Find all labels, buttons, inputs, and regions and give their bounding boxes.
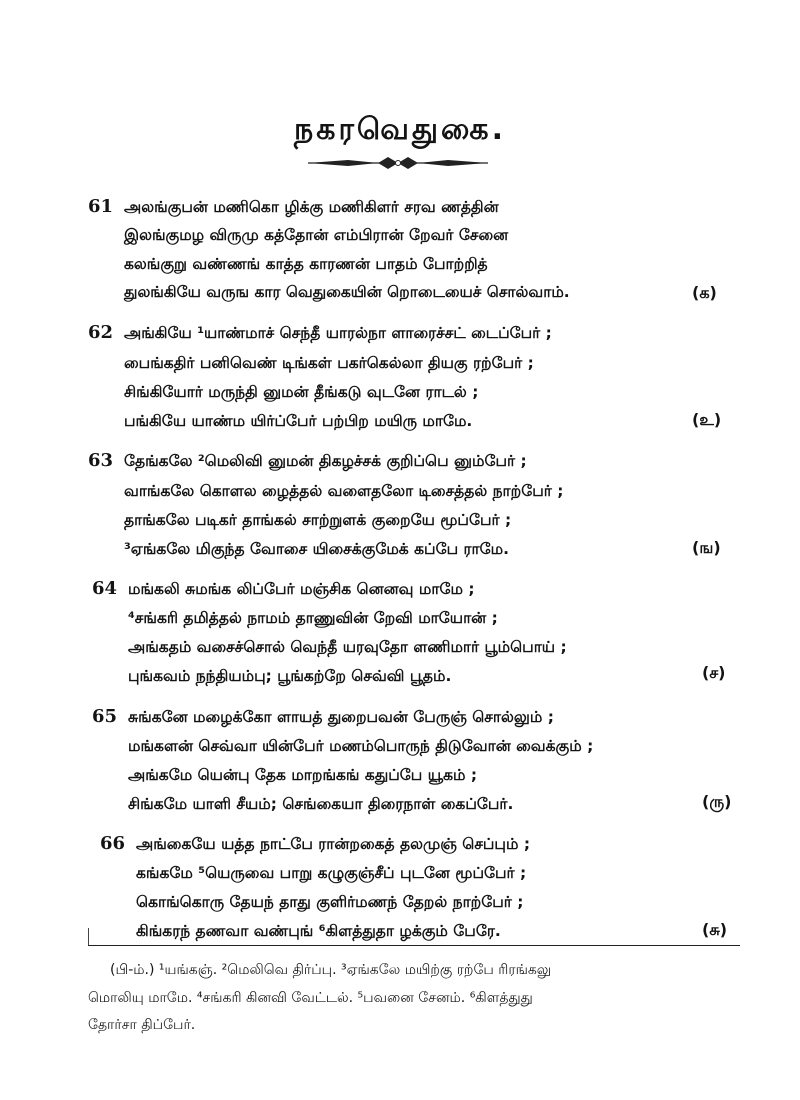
- verse-line: புங்கவம் நந்தியம்பு; பூங்கற்றே செவ்வி பூதம்.: [128, 667, 452, 685]
- footnote-divider: [88, 945, 740, 946]
- verse-marker: (உ): [692, 410, 722, 429]
- verse-line: வாங்கலே கொளல ழைத்தல் வளைதலோ டிசைத்தல் நாற்பேர் ;: [124, 482, 564, 500]
- verse-line: கலங்குறு வண்ணங் காத்த காரணன் பாதம் போற்றித்: [124, 255, 488, 273]
- verse-line: சிங்கமே யாளி சீயம்; செங்கையா திரைநாள் கைப்பேர்.: [128, 795, 514, 813]
- verse-line: ³ஏங்கலே மிகுந்த வோசை யிசைக்குமேக் கப்பே ராமே.: [124, 540, 509, 558]
- verse-line: சிங்கியோர் மருந்தி னுமன் தீங்கடு வுடனே ராடல் ;: [124, 383, 479, 401]
- verse-line: அங்கையே யத்த நாட்பே ரான்றகைத் தலமுஞ் செப்பும் ;: [136, 835, 531, 853]
- verse-line: தாங்கலே படிகர் தாங்கல் சாற்றுளக் குறையே மூப்பேர் ;: [124, 511, 512, 529]
- footnote-tick: [88, 928, 89, 946]
- verse-line: பங்கியே யாண்ம யிர்ப்பேர் பற்பிற மயிரு மாமே.: [124, 412, 473, 430]
- verse-line: அங்கியே ¹யாண்மாச் செந்தீ யாரல்நா ளாரைச்சட் டைப்பேர் ;: [124, 324, 552, 342]
- footnote-line: மொலியு மாமே. ⁴சங்கரி கினவி வேட்டல். ⁵பவனை சேனம். ⁶கிளத்துது: [88, 990, 533, 1006]
- verse-line: அங்கமே யென்பு தேக மாறங்கங் கதுப்பே யூகம் ;: [128, 766, 478, 784]
- verse-line: அங்கதம் வசைச்சொல் வெந்தீ யரவுதோ ளணிமார் பூம்பொய் ;: [128, 638, 567, 656]
- page-title: நகரவெதுகை.: [294, 112, 506, 147]
- footnote-line: (பி-ம்.) ¹யங்கஞ். ²மெலிவெ திர்ப்பு. ³ஏங்கலே மயிற்கு ரற்பே ரிரங்கலு: [110, 962, 552, 978]
- verse-line: சுங்கனே மழைக்கோ ளாயத் துறைபவன் பேருஞ் சொல்லும் ;: [128, 708, 554, 726]
- verse-marker: (ரு): [702, 792, 732, 811]
- verse-number: 64: [92, 578, 118, 599]
- verse-line: பைங்கதிர் பனிவெண் டிங்கள் பகர்கெல்லா தியகு ரற்பேர் ;: [124, 354, 534, 372]
- footnote-line: தோர்சா திப்பேர்.: [88, 1017, 196, 1033]
- verse-number: 63: [88, 450, 114, 471]
- verse-line: கங்கமே ⁵யெருவை பாறு கழுகுஞ்சீப் புடனே மூப்பேர் ;: [136, 864, 527, 882]
- verse-line: ⁴சங்கரி தமித்தல் நாமம் தாணுவின் றேவி மாயோன் ;: [128, 609, 498, 627]
- verse-number: 62: [88, 322, 114, 343]
- verse-line: மங்களன் செவ்வா யின்பேர் மணம்பொருந் திடுவோன் வைக்கும் ;: [128, 737, 594, 755]
- verse-line: கிங்கரந் தணவா வண்புங் ⁶கிளத்துதா ழக்கும் பேரே.: [136, 922, 501, 940]
- verse-line: கொங்கொரு தேயந் தாது குளிர்மணந் தேறல் நாற்பேர் ;: [136, 893, 524, 911]
- verse-line: மங்கலி சுமங்க லிப்பேர் மஞ்சிக னெனவு மாமே ;: [128, 580, 475, 598]
- verse-marker: (ங): [692, 538, 721, 557]
- verse-marker: (க): [692, 283, 717, 302]
- verse-number: 66: [100, 833, 126, 854]
- verse-marker: (சு): [702, 920, 728, 939]
- verse-line: தேங்கலே ²மெலிவி னுமன் திகழச்சக் குறிப்பெ னும்பேர் ;: [124, 452, 527, 470]
- verse-line: அலங்குபன் மணிகொ ழிக்கு மணிகிளர் சரவ ணத்தின்: [124, 198, 499, 216]
- verse-line: இலங்குமழ விருமு கத்தோன் எம்பிரான் றேவர் சேனை: [124, 226, 509, 244]
- verse-number: 65: [92, 706, 118, 727]
- verse-marker: (ச): [702, 663, 726, 682]
- verse-line: துலங்கியே வருங கார வெதுகையின் றொடையைச் சொல்வாம்.: [124, 283, 570, 301]
- verse-number: 61: [88, 196, 114, 217]
- ornament-divider-icon: [308, 155, 488, 171]
